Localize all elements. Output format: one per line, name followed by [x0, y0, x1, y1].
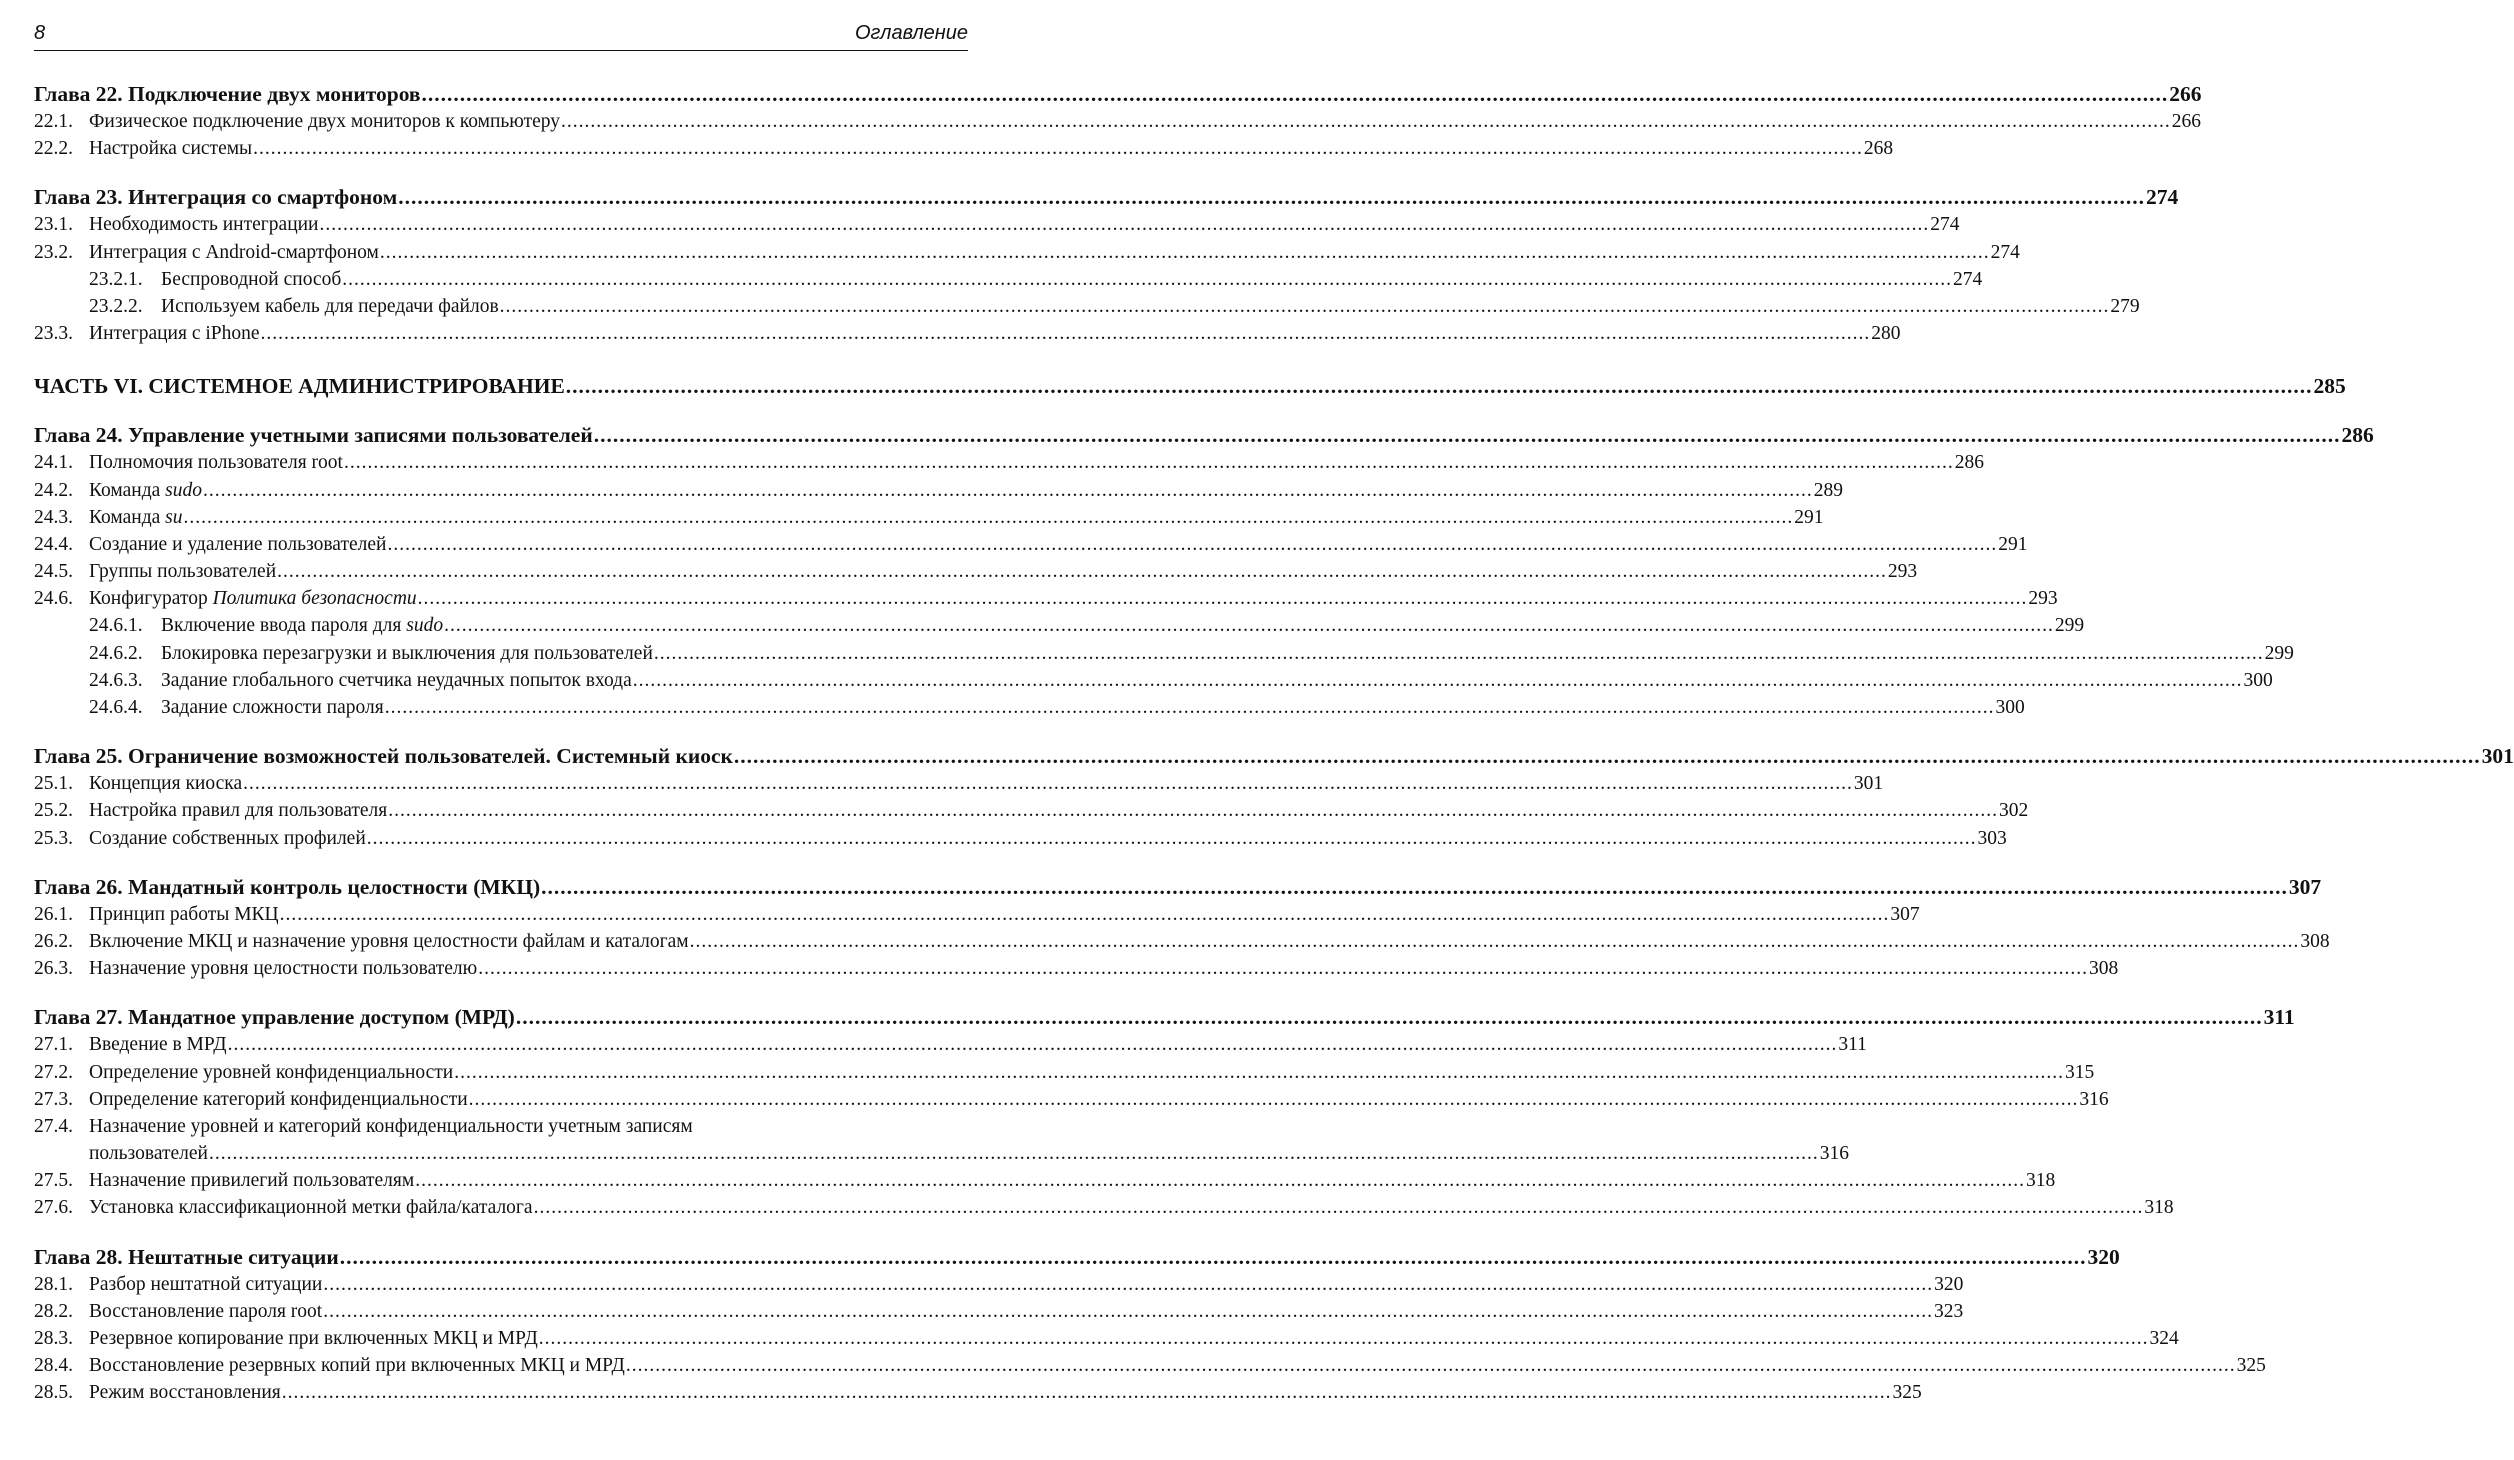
page-ref: 316 — [2079, 1088, 2109, 1110]
page-ref: 280 — [1871, 323, 1901, 345]
chapter-title: Глава 24. Управление учетными записями пользователей — [34, 423, 593, 448]
toc-item[interactable] — [34, 1086, 2109, 1113]
page-ref: 301 — [1853, 773, 1884, 795]
toc-chapter-24[interactable] — [34, 421, 2374, 449]
leader-dots — [320, 211, 1930, 238]
section-title-line1: Назначение уровней и категорий конфиденциальности учетным записям — [89, 1115, 693, 1137]
leader-dots — [323, 1298, 1933, 1325]
chapter-title: Глава 22. Подключение двух мониторов — [34, 82, 421, 106]
toc-chapter-27[interactable] — [34, 1003, 2295, 1031]
section-number: 24.4. — [34, 533, 73, 555]
leader-dots — [516, 1003, 2263, 1031]
section-number: 27.2. — [34, 1061, 73, 1083]
toc-chapter-25[interactable] — [34, 742, 2514, 770]
section-title: Разбор нештатной ситуации — [89, 1273, 323, 1295]
page-ref: 274 — [1953, 268, 1983, 290]
section-title — [89, 504, 183, 531]
page-ref: 324 — [2149, 1328, 2179, 1349]
page-header — [34, 22, 968, 51]
section-title-text: Конфигуратор — [89, 588, 213, 610]
page-ref: 325 — [2236, 1355, 2266, 1377]
section-number: 24.3. — [34, 506, 73, 528]
section-number: 28.2. — [34, 1300, 73, 1322]
chapter-title: Глава 25. Ограничение возможностей пользователей. Системный киоск — [34, 744, 733, 769]
toc-item[interactable] — [34, 1379, 1922, 1406]
section-title-text: Команда — [89, 506, 166, 528]
section-title: Группы пользователей — [89, 561, 277, 583]
section-number: 23.2.1. — [89, 268, 143, 290]
page-ref: 300 — [1995, 697, 2025, 718]
page-ref: 311 — [2263, 1005, 2295, 1030]
page-ref: 311 — [1838, 1034, 1867, 1056]
section-title: Задание глобального счетчика неудачных попыток входа — [161, 669, 632, 691]
toc-chapter-22[interactable] — [34, 80, 2202, 108]
section-title: Восстановление пароля root — [89, 1300, 323, 1322]
section-title: Блокировка перезагрузки и выключения для пользователей — [161, 642, 653, 664]
section-title: Определение категорий конфиденциальности — [89, 1088, 468, 1110]
leader-dots — [654, 640, 2264, 667]
page-ref: 291 — [1998, 533, 2028, 555]
leader-dots — [387, 531, 1997, 558]
page-ref: 266 — [2171, 111, 2202, 132]
leader-dots — [478, 955, 2088, 982]
leader-dots — [534, 1194, 2144, 1221]
page-ref: 316 — [1819, 1143, 1849, 1165]
section-title-italic: Политика безопасности — [212, 588, 417, 610]
toc-item[interactable] — [34, 1352, 2266, 1379]
section-title: Интеграция с iPhone — [89, 323, 260, 345]
page-ref: 285 — [2313, 374, 2346, 399]
section-title — [161, 612, 443, 639]
page-ref: 289 — [1813, 479, 1844, 501]
section-title: Концепция киоска — [89, 773, 243, 795]
page-ref: 303 — [1977, 827, 2007, 849]
leader-dots — [282, 1379, 1892, 1406]
page-ref: 302 — [1999, 800, 2029, 822]
toc-item[interactable] — [34, 531, 2028, 558]
section-title: Беспроводной способ — [161, 268, 342, 290]
leader-dots — [594, 421, 2341, 449]
section-number: 25.1. — [34, 773, 73, 795]
leader-dots — [633, 667, 2243, 694]
toc-item-continuation[interactable] — [34, 1140, 1849, 1167]
section-number: 24.6.4. — [89, 697, 143, 718]
toc-item[interactable] — [34, 1059, 2095, 1086]
leader-dots — [415, 1167, 2025, 1194]
section-title: Режим восстановления — [89, 1382, 281, 1404]
section-number: 24.6.3. — [89, 669, 143, 691]
toc-item[interactable] — [34, 108, 2202, 135]
section-number: 24.6.2. — [89, 642, 143, 664]
leader-dots — [561, 108, 2171, 135]
section-number: 28.1. — [34, 1273, 73, 1295]
page-ref: 293 — [2028, 588, 2058, 610]
toc-item[interactable] — [34, 901, 1920, 928]
page-ref: 318 — [2144, 1197, 2174, 1219]
section-title: Необходимость интеграции — [89, 214, 319, 236]
toc-item[interactable] — [34, 770, 1884, 797]
leader-dots — [541, 873, 2288, 901]
section-number: 23.1. — [34, 214, 73, 236]
page-ref: 320 — [2087, 1244, 2120, 1269]
section-number: 23.3. — [34, 323, 73, 345]
leader-dots — [454, 1059, 2064, 1086]
section-title: Восстановление резервных копий при включенных МКЦ и МРД — [89, 1355, 625, 1377]
section-title: Задание сложности пароля — [161, 697, 384, 718]
section-title — [89, 585, 417, 612]
page-ref: 307 — [2288, 874, 2322, 899]
section-number: 26.2. — [34, 930, 73, 952]
leader-dots — [253, 135, 1863, 162]
leader-dots — [690, 928, 2300, 955]
section-title: Создание собственных профилей — [89, 827, 366, 849]
leader-dots — [228, 1031, 1838, 1058]
section-title: Введение в МРД — [89, 1034, 227, 1056]
table-of-contents — [34, 80, 2514, 1407]
page-ref: 268 — [1863, 138, 1894, 160]
section-title-italic: su — [165, 506, 183, 528]
page-ref: 286 — [2341, 423, 2374, 448]
page-ref: 315 — [2065, 1061, 2095, 1083]
page-ref: 308 — [2300, 930, 2330, 952]
toc-subitem[interactable] — [34, 293, 2140, 320]
page-ref: 286 — [1954, 452, 1984, 474]
section-number: 24.6.1. — [89, 615, 143, 637]
page-ref: 274 — [1990, 241, 2020, 263]
section-title: Установка классификационной метки файла/каталога — [89, 1197, 533, 1219]
section-number: 22.2. — [34, 138, 73, 160]
page-ref: 279 — [2110, 295, 2140, 317]
chapter-title: Глава 28. Нештатные ситуации — [34, 1244, 339, 1269]
leader-dots — [422, 80, 2169, 108]
leader-dots — [280, 901, 1890, 928]
section-title: Настройка правил для пользователя — [89, 800, 388, 822]
section-title-italic: sudo — [165, 479, 203, 501]
toc-chapter-28[interactable] — [34, 1243, 2120, 1271]
leader-dots — [243, 770, 1853, 797]
section-number: 27.5. — [34, 1170, 73, 1192]
chapter-title: Глава 26. Мандатный контроль целостности (МКЦ) — [34, 874, 541, 899]
leader-dots — [342, 266, 1952, 293]
leader-dots — [469, 1086, 2079, 1113]
leader-dots — [388, 797, 1998, 824]
toc-item[interactable] — [34, 825, 2007, 852]
section-title: Определение уровней конфиденциальности — [89, 1061, 454, 1083]
section-title: Используем кабель для передачи файлов — [161, 295, 499, 317]
leader-dots — [444, 612, 2054, 639]
page-ref: 307 — [1890, 903, 1920, 925]
toc-item[interactable] — [34, 239, 2020, 266]
leader-dots — [184, 504, 1794, 531]
leader-dots — [398, 183, 2145, 211]
leader-dots — [380, 239, 1990, 266]
section-title: Резервное копирование при включенных МКЦ и МРД — [89, 1328, 538, 1349]
page-ref: 318 — [2025, 1170, 2056, 1192]
toc-item-multiline[interactable] — [34, 1113, 968, 1140]
section-number: 23.2. — [34, 241, 73, 263]
toc-item[interactable] — [34, 1167, 2056, 1194]
section-number: 27.4. — [34, 1115, 73, 1137]
page-number: 8 — [34, 22, 46, 44]
section-number: 26.1. — [34, 903, 73, 925]
section-title: Включение МКЦ и назначение уровня целостности файлам и каталогам — [89, 930, 689, 952]
toc-part-6[interactable] — [34, 372, 2346, 400]
section-number: 24.2. — [34, 479, 73, 501]
toc-chapter-23[interactable] — [34, 183, 2179, 211]
toc-subitem[interactable] — [34, 694, 2025, 721]
toc-item[interactable] — [34, 1298, 1964, 1325]
section-title: Физическое подключение двух мониторов к компьютеру — [89, 111, 561, 132]
leader-dots — [418, 585, 2028, 612]
leader-dots — [626, 1352, 2236, 1379]
section-number: 27.3. — [34, 1088, 73, 1110]
leader-dots — [344, 449, 1954, 476]
section-number: 27.1. — [34, 1034, 73, 1056]
toc-item[interactable] — [34, 928, 2330, 955]
leader-dots — [209, 1140, 1819, 1167]
section-title-line2: пользователей — [89, 1143, 208, 1165]
toc-item[interactable] — [34, 1194, 2174, 1221]
toc-subitem[interactable] — [34, 667, 2273, 694]
leader-dots — [500, 293, 2110, 320]
section-title: Интеграция с Android-смартфоном — [89, 241, 379, 263]
leader-dots — [323, 1271, 1933, 1298]
toc-subitem[interactable] — [34, 612, 2085, 639]
page-ref: 274 — [1930, 214, 1960, 236]
page-ref: 325 — [1892, 1382, 1922, 1404]
toc-item[interactable] — [34, 320, 1901, 347]
section-title-italic: sudo — [406, 615, 444, 637]
toc-item[interactable] — [34, 955, 2119, 982]
page-ref: 299 — [2054, 615, 2085, 637]
running-title: Оглавление — [854, 22, 968, 44]
page-ref: 308 — [2088, 958, 2119, 980]
toc-subitem[interactable] — [34, 266, 1983, 293]
section-title: Создание и удаление пользователей — [89, 533, 387, 555]
section-number: 22.1. — [34, 111, 73, 132]
section-title: Назначение уровня целостности пользователю — [89, 958, 478, 980]
toc-item[interactable] — [34, 1271, 1964, 1298]
page-ref: 266 — [2169, 82, 2202, 106]
section-number: 28.3. — [34, 1328, 73, 1349]
toc-item[interactable] — [34, 585, 2058, 612]
toc-item[interactable] — [34, 558, 1918, 585]
leader-dots — [261, 320, 1871, 347]
section-title: Полномочия пользователя root — [89, 452, 343, 474]
section-title: Настройка системы — [89, 138, 253, 160]
section-title-text: Команда — [89, 479, 166, 501]
section-number: 24.1. — [34, 452, 73, 474]
chapter-title: Глава 23. Интеграция со смартфоном — [34, 185, 398, 210]
section-number: 24.5. — [34, 561, 73, 583]
toc-item[interactable] — [34, 211, 1960, 238]
section-title: Назначение привилегий пользователям — [89, 1170, 415, 1192]
section-number: 24.6. — [34, 588, 73, 610]
section-number: 25.2. — [34, 800, 73, 822]
leader-dots — [734, 742, 2481, 770]
page-ref: 299 — [2264, 642, 2294, 664]
toc-item[interactable] — [34, 449, 1984, 476]
toc-subitem[interactable] — [34, 640, 2294, 667]
section-number: 28.4. — [34, 1355, 73, 1377]
leader-dots — [367, 825, 1977, 852]
chapter-title: Глава 27. Мандатное управление доступом (МРД) — [34, 1005, 515, 1030]
page-ref: 301 — [2481, 744, 2514, 769]
page-ref: 293 — [1887, 561, 1918, 583]
toc-item[interactable] — [34, 797, 2029, 824]
toc-item[interactable] — [34, 135, 1894, 162]
page-ref: 320 — [1934, 1273, 1964, 1295]
section-title: Принцип работы МКЦ — [89, 903, 279, 925]
leader-dots — [385, 694, 1995, 721]
section-title-text: Включение ввода пароля для — [161, 615, 407, 637]
part-title: ЧАСТЬ VI. СИСТЕМНОЕ АДМИНИСТРИРОВАНИЕ — [34, 374, 565, 399]
section-number: 26.3. — [34, 958, 73, 980]
section-title — [89, 477, 202, 504]
leader-dots — [203, 477, 1813, 504]
toc-item[interactable] — [34, 1031, 1867, 1058]
page-ref: 300 — [2243, 669, 2273, 691]
section-number: 23.2.2. — [89, 295, 143, 317]
toc-item[interactable] — [34, 1325, 2179, 1352]
page-ref: 274 — [2145, 185, 2179, 210]
toc-item[interactable] — [34, 477, 1844, 504]
leader-dots — [566, 372, 2313, 400]
section-number: 25.3. — [34, 827, 73, 849]
section-number: 28.5. — [34, 1382, 73, 1404]
section-number: 27.6. — [34, 1197, 73, 1219]
toc-item[interactable] — [34, 504, 1824, 531]
toc-chapter-26[interactable] — [34, 873, 2322, 901]
leader-dots — [340, 1243, 2087, 1271]
page-ref: 291 — [1794, 506, 1824, 528]
leader-dots — [277, 558, 1887, 585]
page-ref: 323 — [1933, 1300, 1964, 1322]
leader-dots — [539, 1325, 2149, 1352]
